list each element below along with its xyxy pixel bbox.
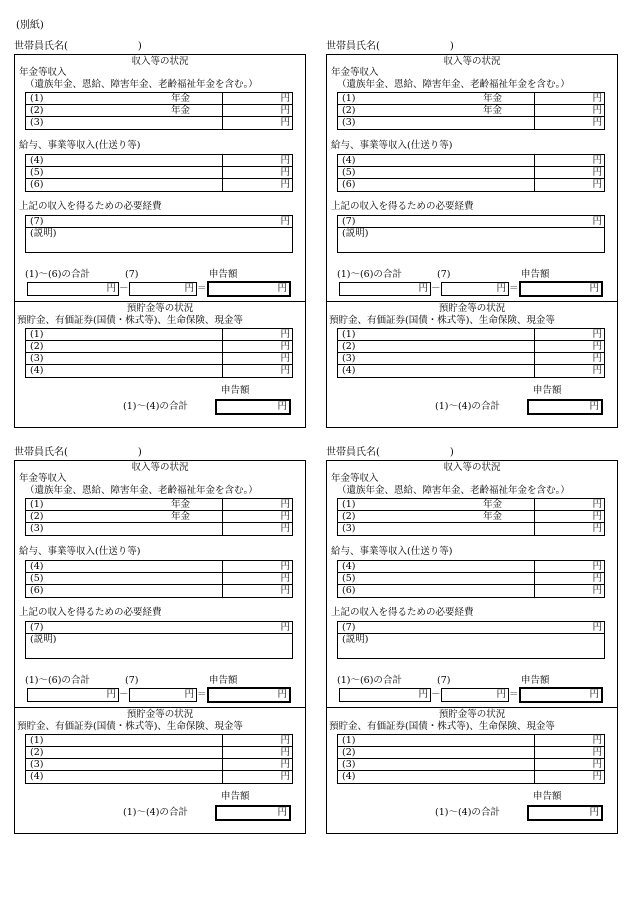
table-row[interactable] [26,179,292,191]
table-row[interactable] [26,93,292,105]
row-number: (5) [342,573,356,584]
savings-declared-field[interactable] [215,805,291,821]
table-row[interactable] [26,771,292,783]
income-title: 収入等の状況 [131,56,189,67]
table-row[interactable] [26,353,292,365]
expense-heading: 上記の収入を得るための必要経費 [331,607,474,618]
savings-title: 預貯金等の状況 [126,303,194,314]
table-row[interactable] [338,622,604,634]
row-type: 年金 [483,93,503,104]
row-number: (3) [342,759,356,770]
salary-heading: 給与、事業等収入(仕送り等) [19,546,141,557]
explanation-label: (説明) [30,228,57,239]
savings-heading: 預貯金、有価証券(国債・株式等)、生命保険、現金等 [329,721,555,732]
pension-note: （遺族年金、恩給、障害年金、老齢福祉年金を含む。） [25,485,258,496]
table-row[interactable] [338,105,604,117]
table-row[interactable] [26,499,292,511]
yen-unit: 円 [592,341,602,352]
yen-unit: 円 [592,585,602,596]
row-number: (4) [342,771,356,782]
sum-1-6-field[interactable] [27,688,119,702]
savings-declared-label: 申告額 [533,791,562,802]
row-type: 年金 [483,105,503,116]
table-row[interactable] [26,155,292,167]
expense-explanation[interactable] [26,228,292,252]
savings-table [25,328,293,378]
yen-unit: 円 [280,365,290,376]
equals-sign: ＝ [197,689,207,700]
row-type: 年金 [483,511,503,522]
pension-note: （遺族年金、恩給、障害年金、老齢福祉年金を含む。） [25,79,258,90]
yen-unit: 円 [592,523,602,534]
table-row[interactable] [338,747,604,759]
yen-unit: 円 [592,771,602,782]
section-divider [327,301,617,302]
yen-unit: 円 [589,283,599,294]
pension-heading: 年金等収入 [19,473,67,484]
income-title: 収入等の状況 [443,56,501,67]
yen-unit: 円 [280,329,290,340]
member-name-label: 世帯員氏名( ) [326,447,454,458]
salary-heading: 給与、事業等収入(仕送り等) [331,140,453,151]
yen-unit: 円 [280,105,290,116]
yen-unit: 円 [106,283,116,294]
expense-explanation[interactable] [338,228,604,252]
equals-sign: ＝ [509,283,519,294]
savings-table [25,734,293,784]
yen-unit: 円 [280,93,290,104]
row-number: (4) [30,561,44,572]
declared-label: 申告額 [521,269,550,280]
section-divider [327,707,617,708]
pension-heading: 年金等収入 [331,67,379,78]
expense-explanation[interactable] [338,634,604,658]
yen-unit: 円 [277,807,287,818]
form-frame [14,460,306,834]
expense-heading: 上記の収入を得るための必要経費 [19,201,162,212]
row-number: (2) [30,747,44,758]
row-number: (2) [342,105,356,116]
savings-title: 預貯金等の状況 [126,709,194,720]
table-row[interactable] [338,561,604,573]
row-type: 年金 [171,93,191,104]
yen-unit: 円 [592,511,602,522]
row-number: (6) [30,179,44,190]
yen-unit: 円 [592,561,602,572]
table-row[interactable] [338,573,604,585]
income-title: 収入等の状況 [131,462,189,473]
table-row[interactable] [26,216,292,228]
savings-sum-label: (1)～(4)の合計 [123,401,188,412]
row-number: (2) [342,747,356,758]
table-row[interactable] [338,771,604,783]
sum-1-6-field[interactable] [339,688,431,702]
table-row[interactable] [338,179,604,191]
table-row[interactable] [338,353,604,365]
item-7-label: (7) [437,269,451,280]
expense-explanation[interactable] [26,634,292,658]
minus-sign: － [119,689,129,700]
savings-declared-label: 申告額 [533,385,562,396]
table-row[interactable] [338,735,604,747]
row-number: (3) [342,523,356,534]
row-number: (1) [342,329,356,340]
pension-heading: 年金等収入 [331,473,379,484]
table-row[interactable] [26,735,292,747]
table-row[interactable] [26,365,292,377]
pension-heading: 年金等収入 [19,67,67,78]
savings-heading: 預貯金、有価証券(国債・株式等)、生命保険、現金等 [17,315,243,326]
row-number: (1) [30,735,44,746]
yen-unit: 円 [592,759,602,770]
yen-unit: 円 [592,499,602,510]
yen-unit: 円 [592,155,602,166]
equals-sign: ＝ [509,689,519,700]
yen-unit: 円 [280,117,290,128]
yen-unit: 円 [589,401,599,412]
row-number: (1) [30,329,44,340]
declared-label: 申告額 [209,269,238,280]
expense-table [337,215,605,253]
salary-table [25,154,293,192]
sum-1-6-label: (1)～(6)の合計 [25,675,90,686]
table-row[interactable] [26,341,292,353]
table-row[interactable] [26,747,292,759]
expense-table [337,621,605,659]
table-row[interactable] [338,499,604,511]
expense-heading: 上記の収入を得るための必要経費 [19,607,162,618]
row-number: (2) [342,341,356,352]
savings-declared-label: 申告額 [221,385,250,396]
yen-unit: 円 [280,561,290,572]
yen-unit: 円 [184,689,194,700]
table-row[interactable] [26,561,292,573]
row-number: (1) [342,93,356,104]
item-7-field[interactable] [441,688,509,702]
yen-unit: 円 [592,179,602,190]
table-row[interactable] [338,167,604,179]
row-number: (4) [342,365,356,376]
row-number: (7) [342,622,356,633]
yen-unit: 円 [592,573,602,584]
row-number: (4) [342,155,356,166]
row-number: (5) [30,573,44,584]
row-number: (3) [342,117,356,128]
yen-unit: 円 [280,341,290,352]
section-divider [15,301,305,302]
item-7-label: (7) [125,269,139,280]
yen-unit: 円 [592,365,602,376]
yen-unit: 円 [418,283,428,294]
row-type: 年金 [171,105,191,116]
minus-sign: － [431,283,441,294]
yen-unit: 円 [592,167,602,178]
row-type: 年金 [171,511,191,522]
declared-amount-field[interactable] [519,281,603,297]
form-frame [326,460,618,834]
row-number: (7) [30,622,44,633]
row-type: 年金 [171,499,191,510]
table-row[interactable] [338,341,604,353]
row-number: (1) [30,499,44,510]
section-divider [15,707,305,708]
table-row[interactable] [26,523,292,535]
row-number: (1) [342,499,356,510]
yen-unit: 円 [592,735,602,746]
item-7-field[interactable] [441,282,509,296]
yen-unit: 円 [592,93,602,104]
row-number: (5) [30,167,44,178]
form-frame [326,54,618,428]
yen-unit: 円 [592,622,602,633]
salary-heading: 給与、事業等収入(仕送り等) [331,546,453,557]
item-7-label: (7) [437,675,451,686]
yen-unit: 円 [592,216,602,227]
declared-amount-field[interactable] [207,281,291,297]
yen-unit: 円 [184,283,194,294]
yen-unit: 円 [280,353,290,364]
row-number: (4) [30,155,44,166]
salary-table [337,154,605,192]
salary-table [25,560,293,598]
savings-sum-label: (1)～(4)の合計 [435,401,500,412]
row-number: (3) [30,117,44,128]
savings-declared-label: 申告額 [221,791,250,802]
row-number: (4) [30,365,44,376]
pension-note: （遺族年金、恩給、障害年金、老齢福祉年金を含む。） [337,485,570,496]
row-number: (6) [342,179,356,190]
yen-unit: 円 [280,499,290,510]
table-row[interactable] [338,365,604,377]
yen-unit: 円 [280,216,290,227]
salary-table [337,560,605,598]
table-row[interactable] [26,117,292,129]
row-number: (3) [30,759,44,770]
sum-1-6-label: (1)～(6)の合計 [25,269,90,280]
pension-table [337,92,605,130]
table-row[interactable] [338,585,604,597]
yen-unit: 円 [592,105,602,116]
equals-sign: ＝ [197,283,207,294]
savings-sum-label: (1)～(4)の合計 [435,807,500,818]
yen-unit: 円 [277,689,287,700]
yen-unit: 円 [280,735,290,746]
yen-unit: 円 [280,167,290,178]
savings-table [337,328,605,378]
explanation-label: (説明) [342,228,369,239]
table-row[interactable] [338,523,604,535]
row-number: (4) [30,771,44,782]
yen-unit: 円 [280,573,290,584]
yen-unit: 円 [592,353,602,364]
minus-sign: － [119,283,129,294]
yen-unit: 円 [592,329,602,340]
table-row[interactable] [26,511,292,523]
yen-unit: 円 [496,283,506,294]
yen-unit: 円 [280,622,290,633]
yen-unit: 円 [280,747,290,758]
table-row[interactable] [26,105,292,117]
row-number: (2) [30,341,44,352]
row-number: (3) [30,523,44,534]
row-number: (7) [342,216,356,227]
yen-unit: 円 [280,511,290,522]
yen-unit: 円 [280,759,290,770]
sum-1-6-label: (1)～(6)の合計 [337,675,402,686]
row-number: (2) [30,105,44,116]
item-7-field[interactable] [129,688,197,702]
row-number: (5) [342,167,356,178]
row-number: (2) [30,511,44,522]
member-name-label: 世帯員氏名( ) [14,447,142,458]
sum-1-6-label: (1)～(6)の合計 [337,269,402,280]
expense-heading: 上記の収入を得るための必要経費 [331,201,474,212]
declared-label: 申告額 [209,675,238,686]
savings-sum-label: (1)～(4)の合計 [123,807,188,818]
pension-table [25,92,293,130]
row-number: (6) [342,585,356,596]
yen-unit: 円 [106,689,116,700]
yen-unit: 円 [418,689,428,700]
yen-unit: 円 [277,401,287,412]
yen-unit: 円 [280,585,290,596]
table-row[interactable] [26,167,292,179]
yen-unit: 円 [496,689,506,700]
savings-heading: 預貯金、有価証券(国債・株式等)、生命保険、現金等 [329,315,555,326]
savings-declared-field[interactable] [527,399,603,415]
yen-unit: 円 [280,771,290,782]
explanation-label: (説明) [342,634,369,645]
row-number: (4) [342,561,356,572]
table-row[interactable] [26,585,292,597]
yen-unit: 円 [592,117,602,128]
table-row[interactable] [338,329,604,341]
expense-table [25,621,293,659]
declared-amount-field[interactable] [519,687,603,703]
yen-unit: 円 [280,155,290,166]
row-number: (2) [342,511,356,522]
row-number: (1) [342,735,356,746]
savings-table [337,734,605,784]
item-7-label: (7) [125,675,139,686]
salary-heading: 給与、事業等収入(仕送り等) [19,140,141,151]
savings-declared-field[interactable] [215,399,291,415]
pension-table [25,498,293,536]
table-row[interactable] [338,93,604,105]
form-frame [14,54,306,428]
expense-table [25,215,293,253]
savings-title: 預貯金等の状況 [438,709,506,720]
yen-unit: 円 [277,283,287,294]
table-row[interactable] [26,329,292,341]
table-row[interactable] [26,759,292,771]
row-number: (6) [30,585,44,596]
page-label: (別紙) [16,20,44,31]
table-row[interactable] [338,155,604,167]
savings-declared-field[interactable] [527,805,603,821]
sum-1-6-field[interactable] [339,282,431,296]
row-number: (3) [30,353,44,364]
table-row[interactable] [26,622,292,634]
pension-note: （遺族年金、恩給、障害年金、老齢福祉年金を含む。） [337,79,570,90]
explanation-label: (説明) [30,634,57,645]
pension-table [337,498,605,536]
item-7-field[interactable] [129,282,197,296]
table-row[interactable] [338,759,604,771]
savings-heading: 預貯金、有価証券(国債・株式等)、生命保険、現金等 [17,721,243,732]
income-title: 収入等の状況 [443,462,501,473]
member-name-label: 世帯員氏名( ) [326,41,454,52]
minus-sign: － [431,689,441,700]
yen-unit: 円 [589,807,599,818]
row-type: 年金 [483,499,503,510]
yen-unit: 円 [592,747,602,758]
table-row[interactable] [338,216,604,228]
row-number: (7) [30,216,44,227]
declared-amount-field[interactable] [207,687,291,703]
yen-unit: 円 [280,179,290,190]
table-row[interactable] [26,573,292,585]
yen-unit: 円 [589,689,599,700]
savings-title: 預貯金等の状況 [438,303,506,314]
sum-1-6-field[interactable] [27,282,119,296]
yen-unit: 円 [280,523,290,534]
table-row[interactable] [338,511,604,523]
table-row[interactable] [338,117,604,129]
declared-label: 申告額 [521,675,550,686]
row-number: (1) [30,93,44,104]
row-number: (3) [342,353,356,364]
member-name-label: 世帯員氏名( ) [14,41,142,52]
